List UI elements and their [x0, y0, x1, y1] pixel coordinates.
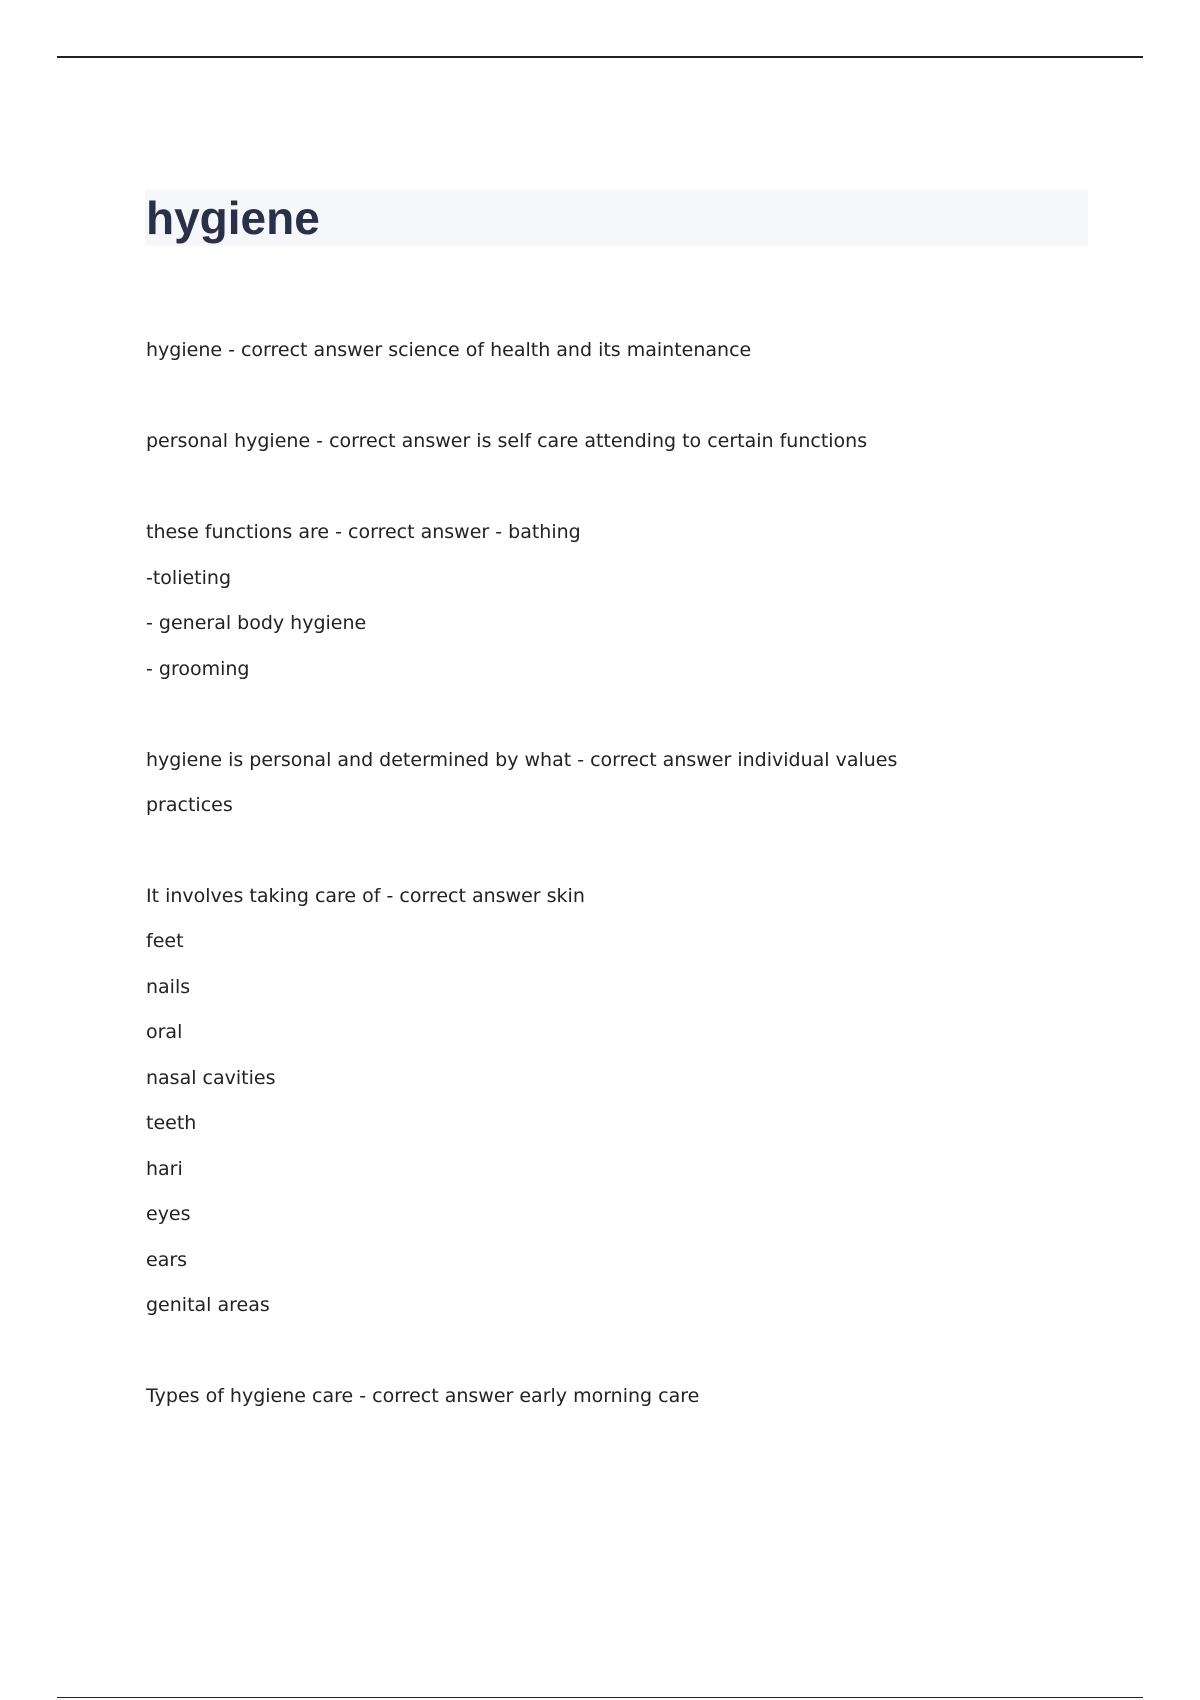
- entry-line: - grooming: [146, 658, 250, 680]
- bottom-rule: [57, 1697, 1143, 1698]
- entry-line: It involves taking care of - correct answer skin: [146, 885, 585, 907]
- entry-line: eyes: [146, 1203, 191, 1225]
- entry-line: Types of hygiene care - correct answer early morning care: [146, 1385, 700, 1407]
- entry-line: genital areas: [146, 1294, 270, 1316]
- entry-line: ears: [146, 1249, 188, 1271]
- entry-line: oral: [146, 1021, 183, 1043]
- entry-line: these functions are - correct answer - bathing: [146, 521, 581, 543]
- entry-line: nasal cavities: [146, 1067, 276, 1089]
- entry-line: hygiene is personal and determined by what - correct answer individual values: [146, 749, 898, 771]
- page-title: hygiene: [146, 192, 320, 244]
- entry-line: teeth: [146, 1112, 197, 1134]
- entry-line: hygiene - correct answer science of health and its maintenance: [146, 339, 752, 361]
- entry-line: feet: [146, 930, 184, 952]
- entry-line: hari: [146, 1158, 183, 1180]
- entry-line: practices: [146, 794, 233, 816]
- entry-line: - general body hygiene: [146, 612, 367, 634]
- top-rule: [57, 56, 1143, 58]
- entry-line: personal hygiene - correct answer is self care attending to certain functions: [146, 430, 868, 452]
- entry-line: -tolieting: [146, 567, 232, 589]
- entry-line: nails: [146, 976, 191, 998]
